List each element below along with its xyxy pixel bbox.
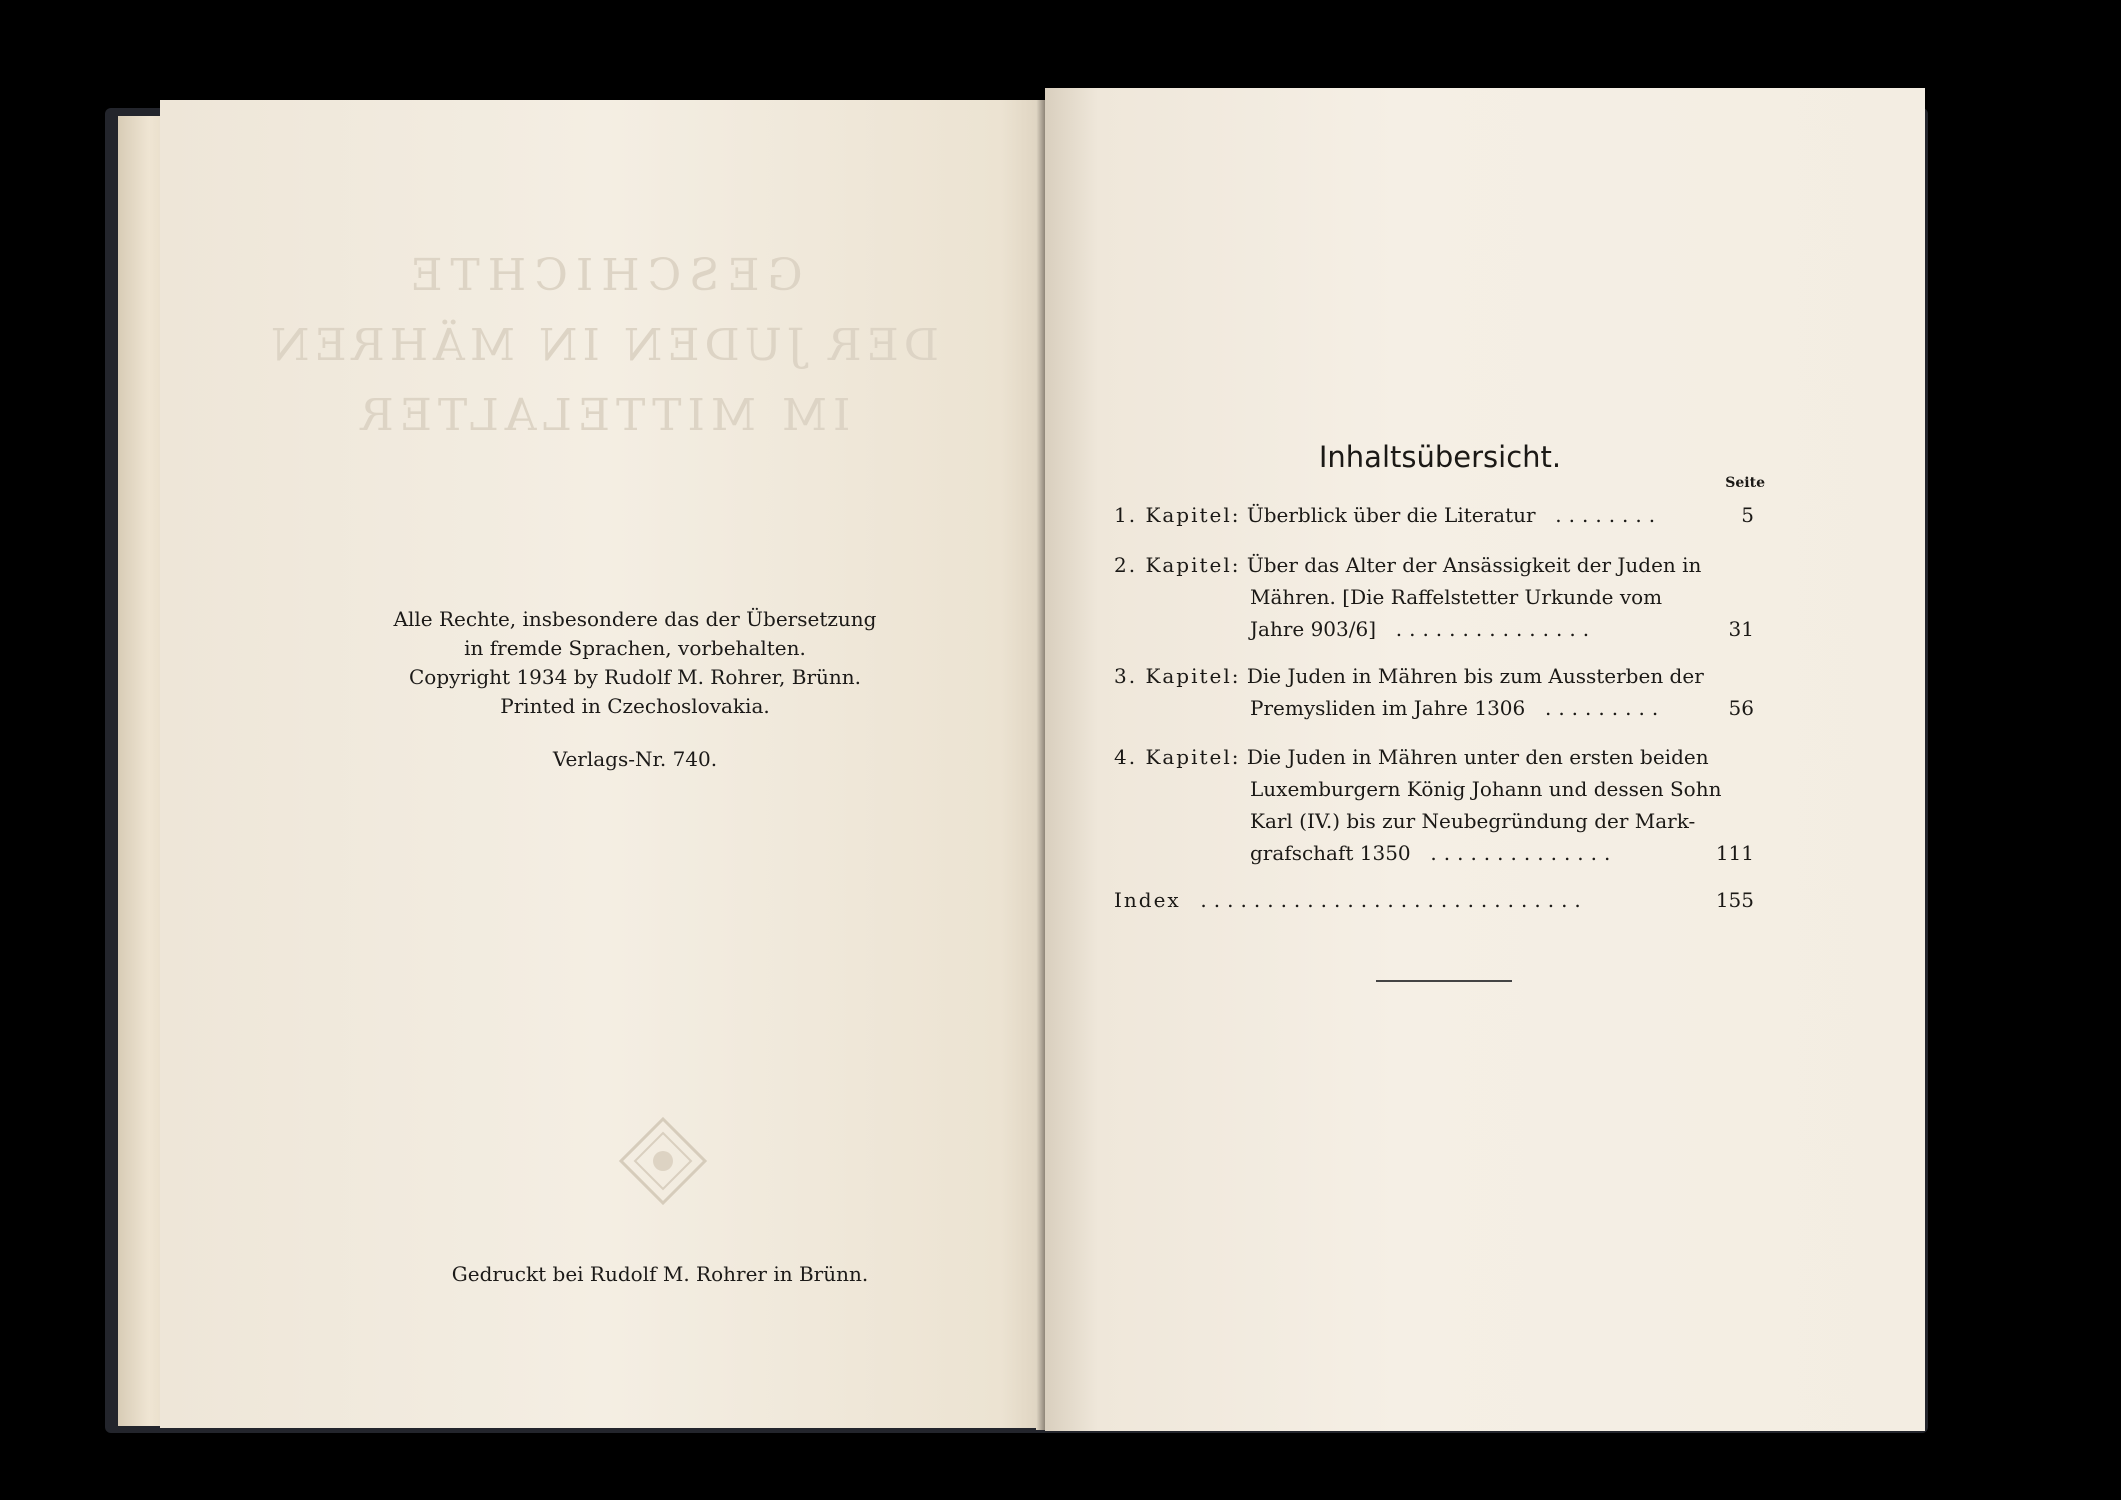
toc-chapter-label: 4. Kapitel: bbox=[1114, 745, 1241, 769]
ghost-title-line-1: GESCHICHTE bbox=[402, 250, 803, 301]
toc-entry-text: Die Juden in Mähren bis zum Aussterben der bbox=[1246, 664, 1704, 688]
toc-entry-text: Mähren. [Die Raffelstetter Urkunde vom bbox=[1250, 585, 1663, 609]
imprint-line: Copyright 1934 by Rudolf M. Rohrer, Brünn. bbox=[408, 665, 862, 689]
toc-leader-dots: ............................. bbox=[1187, 888, 1588, 912]
imprint-line: Printed in Czechoslovakia. bbox=[500, 694, 770, 718]
printer-line: Gedruckt bei Rudolf M. Rohrer in Brünn. bbox=[451, 1262, 869, 1286]
toc-leader-dots: ........ bbox=[1541, 503, 1663, 527]
toc-chapter-label: Index bbox=[1114, 888, 1181, 912]
toc-entry-text: Die Juden in Mähren unter den ersten beiden bbox=[1246, 745, 1709, 769]
toc-entry-1 bbox=[1114, 503, 1754, 535]
toc-entry-text: Karl (IV.) bis zur Neubegründung der Mark- bbox=[1250, 809, 1696, 833]
toc-chapter-label: 3. Kapitel: bbox=[1114, 664, 1241, 688]
toc-entry-3 bbox=[1114, 664, 1754, 728]
toc-page-number: 111 bbox=[1715, 841, 1754, 865]
toc-entry-index bbox=[1114, 888, 1754, 920]
toc-entry-text: Über das Alter der Ansässigkeit der Juden in bbox=[1246, 553, 1702, 577]
toc-entry-2 bbox=[1114, 553, 1754, 649]
toc-entry-text: Premysliden im Jahre 1306 bbox=[1250, 696, 1526, 720]
toc-entry-4 bbox=[1114, 745, 1754, 873]
toc-page-number: 56 bbox=[1728, 696, 1754, 720]
publisher-emblem-icon bbox=[617, 1115, 709, 1207]
toc-leader-dots: ......... bbox=[1531, 696, 1666, 720]
toc-chapter-label: 1. Kapitel: bbox=[1114, 503, 1241, 527]
toc-heading: Inhaltsübersicht. bbox=[1318, 440, 1562, 474]
toc-page-number: 5 bbox=[1741, 503, 1754, 527]
imprint-line: Alle Rechte, insbesondere das der Übersetzung bbox=[393, 607, 877, 631]
seite-label: Seite bbox=[1725, 475, 1765, 491]
ghost-title-line-3: IM MITTELALTER bbox=[354, 390, 851, 441]
toc-entry-text: Jahre 903/6] bbox=[1250, 617, 1377, 641]
toc-chapter-label: 2. Kapitel: bbox=[1114, 553, 1241, 577]
closing-rule bbox=[1376, 980, 1512, 982]
toc-page-number: 31 bbox=[1728, 617, 1754, 641]
toc-leader-dots: ............... bbox=[1382, 617, 1597, 641]
toc-page-number: 155 bbox=[1715, 888, 1754, 912]
verlags-number: Verlags-Nr. 740. bbox=[552, 747, 718, 771]
imprint-line: in fremde Sprachen, vorbehalten. bbox=[464, 636, 806, 660]
toc-leader-dots: .............. bbox=[1417, 841, 1618, 865]
toc-entry-text: grafschaft 1350 bbox=[1250, 841, 1411, 865]
toc-entry-text: Überblick über die Literatur bbox=[1246, 503, 1536, 527]
ghost-title-line-2: DER JUDEN IN MÄHREN bbox=[266, 320, 939, 371]
copyright-imprint bbox=[330, 605, 940, 721]
toc-entry-text: Luxemburgern König Johann und dessen Sohn bbox=[1250, 777, 1722, 801]
